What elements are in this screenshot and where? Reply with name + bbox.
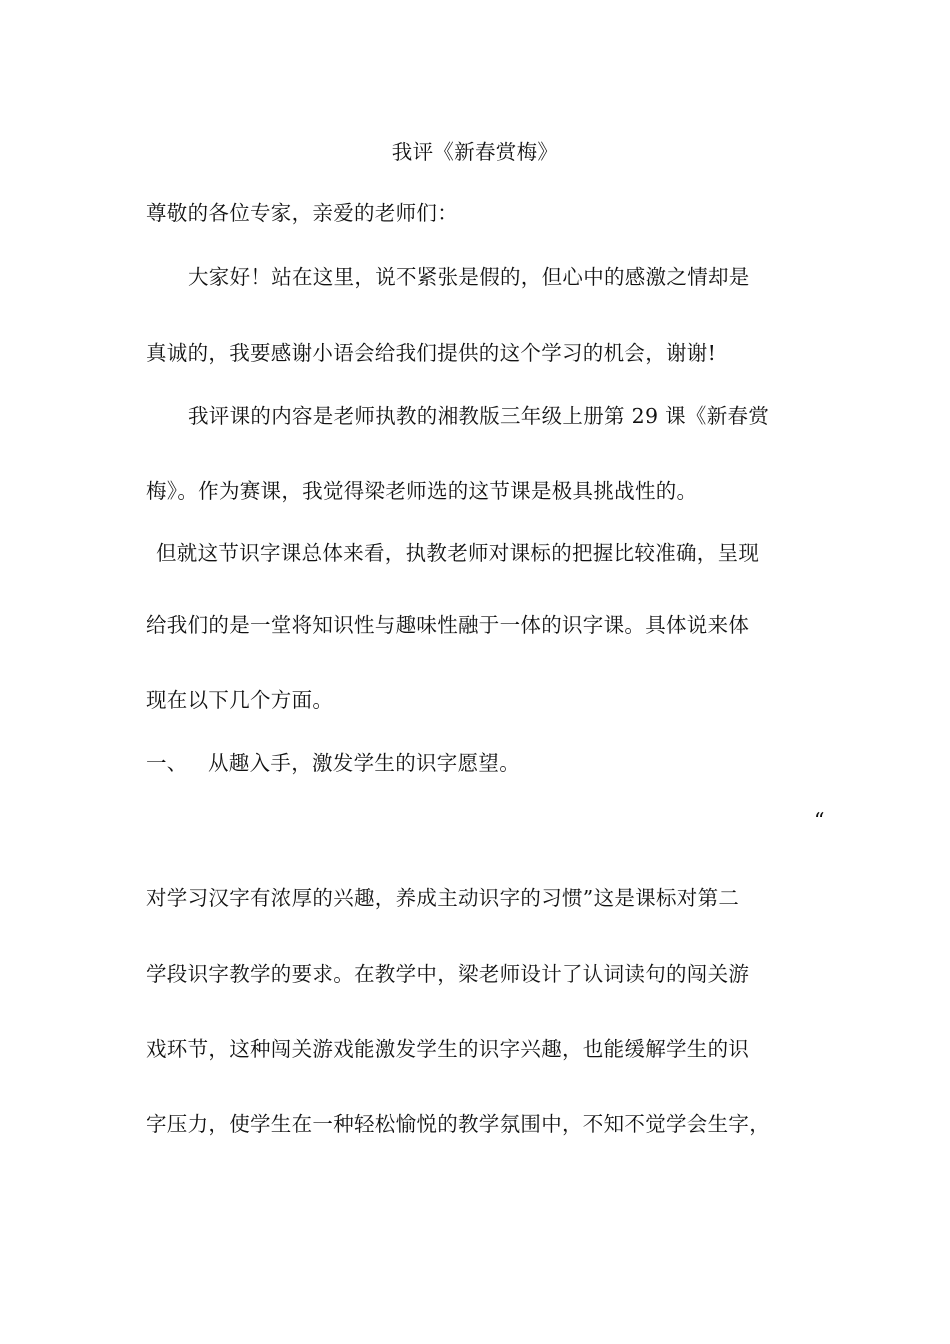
body-line-1: 对学习汉字有浓厚的兴趣，养成主动识字的习惯”这是课标对第二 <box>146 886 740 910</box>
body-line-4: 字压力，使学生在一种轻松愉悦的教学氛围中，不知不觉学会生字， <box>146 1112 770 1136</box>
paragraph-line-2: 真诚的，我要感谢小语会给我们提供的这个学习的机会，谢谢! <box>146 341 717 365</box>
section-heading-number: 一、 <box>146 751 188 775</box>
document-title: 我评《新春赏梅》 <box>391 140 559 164</box>
paragraph-line-6: 给我们的是一堂将知识性与趣味性融于一体的识字课。具体说来体 <box>146 613 750 637</box>
paragraph-line-1: 大家好！站在这里，说不紧张是假的，但心中的感激之情却是 <box>188 265 750 289</box>
body-line-2: 学段识字教学的要求。在教学中，梁老师设计了认词读句的闯关游 <box>146 962 750 986</box>
salutation: 尊敬的各位专家，亲爱的老师们： <box>146 201 458 225</box>
paragraph-line-5: 但就这节识字课总体来看，执教老师对课标的把握比较准确，呈现 <box>156 541 760 565</box>
paragraph-line-3: 我评课的内容是老师执教的湘教版三年级上册第 29 课《新春赏 <box>188 404 770 428</box>
body-line-3: 戏环节，这种闯关游戏能激发学生的识字兴趣，也能缓解学生的识 <box>146 1037 750 1061</box>
open-quote-mark: “ <box>814 808 825 832</box>
paragraph-line-4: 梅》。作为赛课，我觉得梁老师选的这节课是极具挑战性的。 <box>146 479 698 503</box>
section-heading-text: 从趣入手，激发学生的识字愿望。 <box>208 751 520 775</box>
paragraph-line-7: 现在以下几个方面。 <box>146 688 334 712</box>
section-heading-1 <box>146 749 520 777</box>
